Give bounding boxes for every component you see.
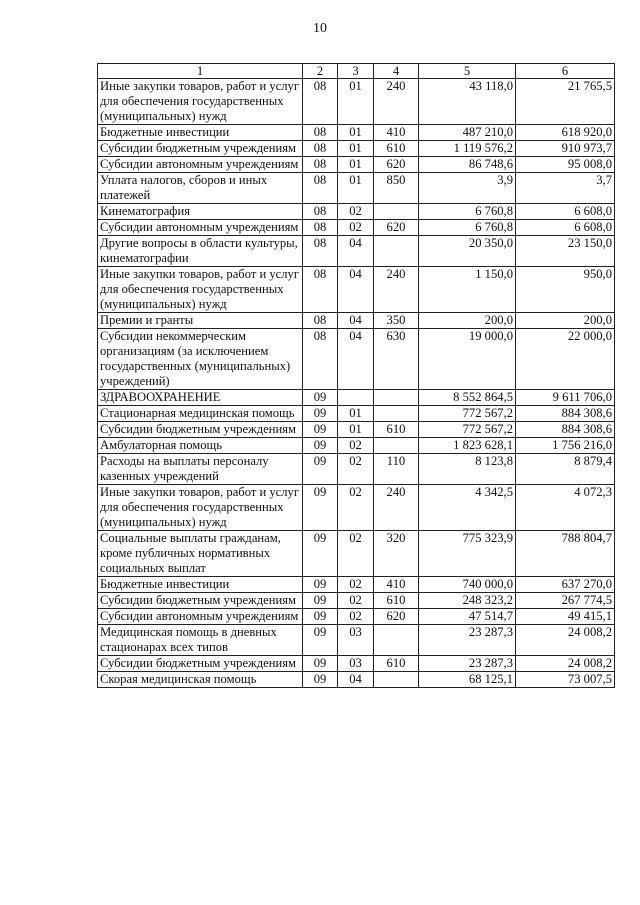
row-subsection-code-cell: 02: [338, 609, 374, 625]
row-expense-type-cell: 350: [374, 313, 419, 329]
row-amount-col5-cell: 1 823 628,1: [419, 438, 516, 454]
row-name-cell: Бюджетные инвестиции: [98, 577, 303, 593]
table-row: [98, 220, 615, 236]
row-name-cell: Другие вопросы в области культуры, кинематографии: [98, 236, 303, 267]
row-expense-type-cell: 240: [374, 79, 419, 125]
row-name-cell: Субсидии бюджетным учреждениям: [98, 141, 303, 157]
row-name-cell: Бюджетные инвестиции: [98, 125, 303, 141]
row-expense-type-cell: [374, 236, 419, 267]
row-name-cell: Кинематография: [98, 204, 303, 220]
row-expense-type-cell: 240: [374, 267, 419, 313]
row-name-cell: Медицинская помощь в дневных стационарах всех типов: [98, 625, 303, 656]
row-expense-type-cell: 240: [374, 485, 419, 531]
budget-table: [97, 63, 615, 688]
row-subsection-code-cell: 02: [338, 593, 374, 609]
row-amount-col6-cell: 3,7: [516, 173, 615, 204]
row-amount-col5-cell: 248 323,2: [419, 593, 516, 609]
row-section-code-cell: 09: [303, 390, 338, 406]
table-row: [98, 157, 615, 173]
row-subsection-code-cell: 01: [338, 406, 374, 422]
row-amount-col6-cell: 8 879,4: [516, 454, 615, 485]
row-section-code-cell: 09: [303, 406, 338, 422]
row-amount-col6-cell: 21 765,5: [516, 79, 615, 125]
row-amount-col6-cell: 4 072,3: [516, 485, 615, 531]
row-amount-col6-cell: 95 008,0: [516, 157, 615, 173]
row-amount-col5-cell: 86 748,6: [419, 157, 516, 173]
row-amount-col5-cell: 6 760,8: [419, 204, 516, 220]
row-amount-col6-cell: 6 608,0: [516, 220, 615, 236]
table-row: [98, 438, 615, 454]
column-number-4: 4: [374, 64, 419, 79]
row-expense-type-cell: 410: [374, 125, 419, 141]
row-name-cell: Субсидии бюджетным учреждениям: [98, 656, 303, 672]
row-amount-col5-cell: 772 567,2: [419, 406, 516, 422]
row-section-code-cell: 09: [303, 625, 338, 656]
row-expense-type-cell: 110: [374, 454, 419, 485]
row-amount-col5-cell: 4 342,5: [419, 485, 516, 531]
table-row: [98, 79, 615, 125]
row-expense-type-cell: 410: [374, 577, 419, 593]
row-name-cell: Премии и гранты: [98, 313, 303, 329]
row-amount-col6-cell: 23 150,0: [516, 236, 615, 267]
row-amount-col6-cell: 910 973,7: [516, 141, 615, 157]
row-amount-col5-cell: 23 287,3: [419, 656, 516, 672]
row-subsection-code-cell: 02: [338, 454, 374, 485]
row-name-cell: Амбулаторная помощь: [98, 438, 303, 454]
table-row: [98, 406, 615, 422]
row-subsection-code-cell: [338, 390, 374, 406]
row-expense-type-cell: [374, 390, 419, 406]
row-section-code-cell: 08: [303, 236, 338, 267]
row-amount-col5-cell: 1 119 576,2: [419, 141, 516, 157]
row-subsection-code-cell: 01: [338, 125, 374, 141]
row-amount-col5-cell: 1 150,0: [419, 267, 516, 313]
column-number-6: 6: [516, 64, 615, 79]
row-subsection-code-cell: 04: [338, 267, 374, 313]
row-name-cell: Субсидии автономным учреждениям: [98, 609, 303, 625]
row-name-cell: Иные закупки товаров, работ и услуг для обеспечения государственных (муниципальных) нужд: [98, 485, 303, 531]
row-amount-col5-cell: 8 552 864,5: [419, 390, 516, 406]
row-subsection-code-cell: 02: [338, 577, 374, 593]
row-expense-type-cell: 610: [374, 656, 419, 672]
row-amount-col5-cell: 775 323,9: [419, 531, 516, 577]
row-expense-type-cell: [374, 625, 419, 656]
table-row: [98, 329, 615, 390]
column-number-1: 1: [98, 64, 303, 79]
row-amount-col6-cell: 200,0: [516, 313, 615, 329]
row-amount-col6-cell: 24 008,2: [516, 656, 615, 672]
row-amount-col5-cell: 19 000,0: [419, 329, 516, 390]
row-amount-col6-cell: 24 008,2: [516, 625, 615, 656]
row-name-cell: Иные закупки товаров, работ и услуг для обеспечения государственных (муниципальных) нужд: [98, 267, 303, 313]
row-amount-col5-cell: 487 210,0: [419, 125, 516, 141]
table-row: [98, 173, 615, 204]
row-amount-col6-cell: 22 000,0: [516, 329, 615, 390]
row-amount-col5-cell: 772 567,2: [419, 422, 516, 438]
row-subsection-code-cell: 03: [338, 656, 374, 672]
row-section-code-cell: 09: [303, 485, 338, 531]
row-expense-type-cell: 620: [374, 609, 419, 625]
row-name-cell: Субсидии автономным учреждениям: [98, 157, 303, 173]
row-subsection-code-cell: 04: [338, 329, 374, 390]
row-expense-type-cell: 620: [374, 157, 419, 173]
row-expense-type-cell: [374, 672, 419, 688]
table-row: [98, 672, 615, 688]
row-name-cell: Скорая медицинская помощь: [98, 672, 303, 688]
row-amount-col5-cell: 68 125,1: [419, 672, 516, 688]
row-amount-col6-cell: 267 774,5: [516, 593, 615, 609]
row-subsection-code-cell: 02: [338, 220, 374, 236]
row-subsection-code-cell: 02: [338, 531, 374, 577]
row-section-code-cell: 08: [303, 141, 338, 157]
table-row: [98, 141, 615, 157]
row-section-code-cell: 09: [303, 593, 338, 609]
row-section-code-cell: 08: [303, 79, 338, 125]
row-amount-col6-cell: 637 270,0: [516, 577, 615, 593]
row-section-code-cell: 08: [303, 173, 338, 204]
row-section-code-cell: 08: [303, 329, 338, 390]
row-section-code-cell: 09: [303, 577, 338, 593]
row-subsection-code-cell: 02: [338, 438, 374, 454]
column-number-row: [98, 64, 615, 79]
row-expense-type-cell: 850: [374, 173, 419, 204]
row-amount-col5-cell: 8 123,8: [419, 454, 516, 485]
row-amount-col5-cell: 740 000,0: [419, 577, 516, 593]
row-section-code-cell: 08: [303, 125, 338, 141]
row-subsection-code-cell: 01: [338, 422, 374, 438]
table-row: [98, 625, 615, 656]
row-name-cell: Расходы на выплаты персоналу казенных учреждений: [98, 454, 303, 485]
table-row: [98, 204, 615, 220]
row-subsection-code-cell: 04: [338, 313, 374, 329]
row-section-code-cell: 08: [303, 220, 338, 236]
table-row: [98, 609, 615, 625]
row-subsection-code-cell: 01: [338, 141, 374, 157]
row-amount-col5-cell: 20 350,0: [419, 236, 516, 267]
row-section-code-cell: 08: [303, 157, 338, 173]
row-amount-col5-cell: 23 287,3: [419, 625, 516, 656]
row-expense-type-cell: 320: [374, 531, 419, 577]
row-subsection-code-cell: 01: [338, 79, 374, 125]
row-amount-col5-cell: 3,9: [419, 173, 516, 204]
row-section-code-cell: 09: [303, 609, 338, 625]
row-section-code-cell: 09: [303, 422, 338, 438]
row-amount-col6-cell: 9 611 706,0: [516, 390, 615, 406]
row-amount-col6-cell: 788 804,7: [516, 531, 615, 577]
row-amount-col6-cell: 49 415,1: [516, 609, 615, 625]
column-number-5: 5: [419, 64, 516, 79]
row-expense-type-cell: 610: [374, 422, 419, 438]
row-expense-type-cell: 610: [374, 141, 419, 157]
table-row: [98, 236, 615, 267]
row-name-cell: Субсидии бюджетным учреждениям: [98, 593, 303, 609]
row-name-cell: Субсидии бюджетным учреждениям: [98, 422, 303, 438]
row-section-code-cell: 09: [303, 454, 338, 485]
table-row: [98, 531, 615, 577]
row-amount-col5-cell: 6 760,8: [419, 220, 516, 236]
row-expense-type-cell: [374, 438, 419, 454]
table-row: [98, 593, 615, 609]
row-name-cell: Социальные выплаты гражданам, кроме публичных нормативных социальных выплат: [98, 531, 303, 577]
row-section-code-cell: 09: [303, 531, 338, 577]
row-expense-type-cell: [374, 204, 419, 220]
page-number: 10: [313, 21, 327, 36]
row-expense-type-cell: [374, 406, 419, 422]
row-expense-type-cell: 630: [374, 329, 419, 390]
table-row: [98, 577, 615, 593]
table-row: [98, 313, 615, 329]
table-row: [98, 656, 615, 672]
row-name-cell: Иные закупки товаров, работ и услуг для обеспечения государственных (муниципальных) нужд: [98, 79, 303, 125]
row-subsection-code-cell: 01: [338, 173, 374, 204]
row-name-cell: ЗДРАВООХРАНЕНИЕ: [98, 390, 303, 406]
row-subsection-code-cell: 04: [338, 672, 374, 688]
row-amount-col6-cell: 884 308,6: [516, 422, 615, 438]
row-subsection-code-cell: 02: [338, 485, 374, 531]
row-expense-type-cell: 620: [374, 220, 419, 236]
row-amount-col5-cell: 43 118,0: [419, 79, 516, 125]
row-subsection-code-cell: 02: [338, 204, 374, 220]
row-amount-col6-cell: 618 920,0: [516, 125, 615, 141]
table-row: [98, 267, 615, 313]
row-subsection-code-cell: 03: [338, 625, 374, 656]
row-subsection-code-cell: 01: [338, 157, 374, 173]
table-row: [98, 390, 615, 406]
row-name-cell: Уплата налогов, сборов и иных платежей: [98, 173, 303, 204]
row-section-code-cell: 09: [303, 672, 338, 688]
row-amount-col6-cell: 884 308,6: [516, 406, 615, 422]
row-section-code-cell: 08: [303, 267, 338, 313]
row-amount-col5-cell: 200,0: [419, 313, 516, 329]
column-number-2: 2: [303, 64, 338, 79]
row-amount-col6-cell: 73 007,5: [516, 672, 615, 688]
row-name-cell: Субсидии автономным учреждениям: [98, 220, 303, 236]
row-subsection-code-cell: 04: [338, 236, 374, 267]
row-amount-col6-cell: 6 608,0: [516, 204, 615, 220]
row-name-cell: Субсидии некоммерческим организациям (за исключением государственных (муниципальных) учреждений): [98, 329, 303, 390]
row-name-cell: Стационарная медицинская помощь: [98, 406, 303, 422]
row-amount-col6-cell: 1 756 216,0: [516, 438, 615, 454]
table-row: [98, 485, 615, 531]
row-amount-col5-cell: 47 514,7: [419, 609, 516, 625]
row-section-code-cell: 09: [303, 656, 338, 672]
row-section-code-cell: 08: [303, 313, 338, 329]
row-expense-type-cell: 610: [374, 593, 419, 609]
table-row: [98, 422, 615, 438]
row-section-code-cell: 08: [303, 204, 338, 220]
table-row: [98, 454, 615, 485]
column-number-3: 3: [338, 64, 374, 79]
table-row: [98, 125, 615, 141]
row-amount-col6-cell: 950,0: [516, 267, 615, 313]
row-section-code-cell: 09: [303, 438, 338, 454]
